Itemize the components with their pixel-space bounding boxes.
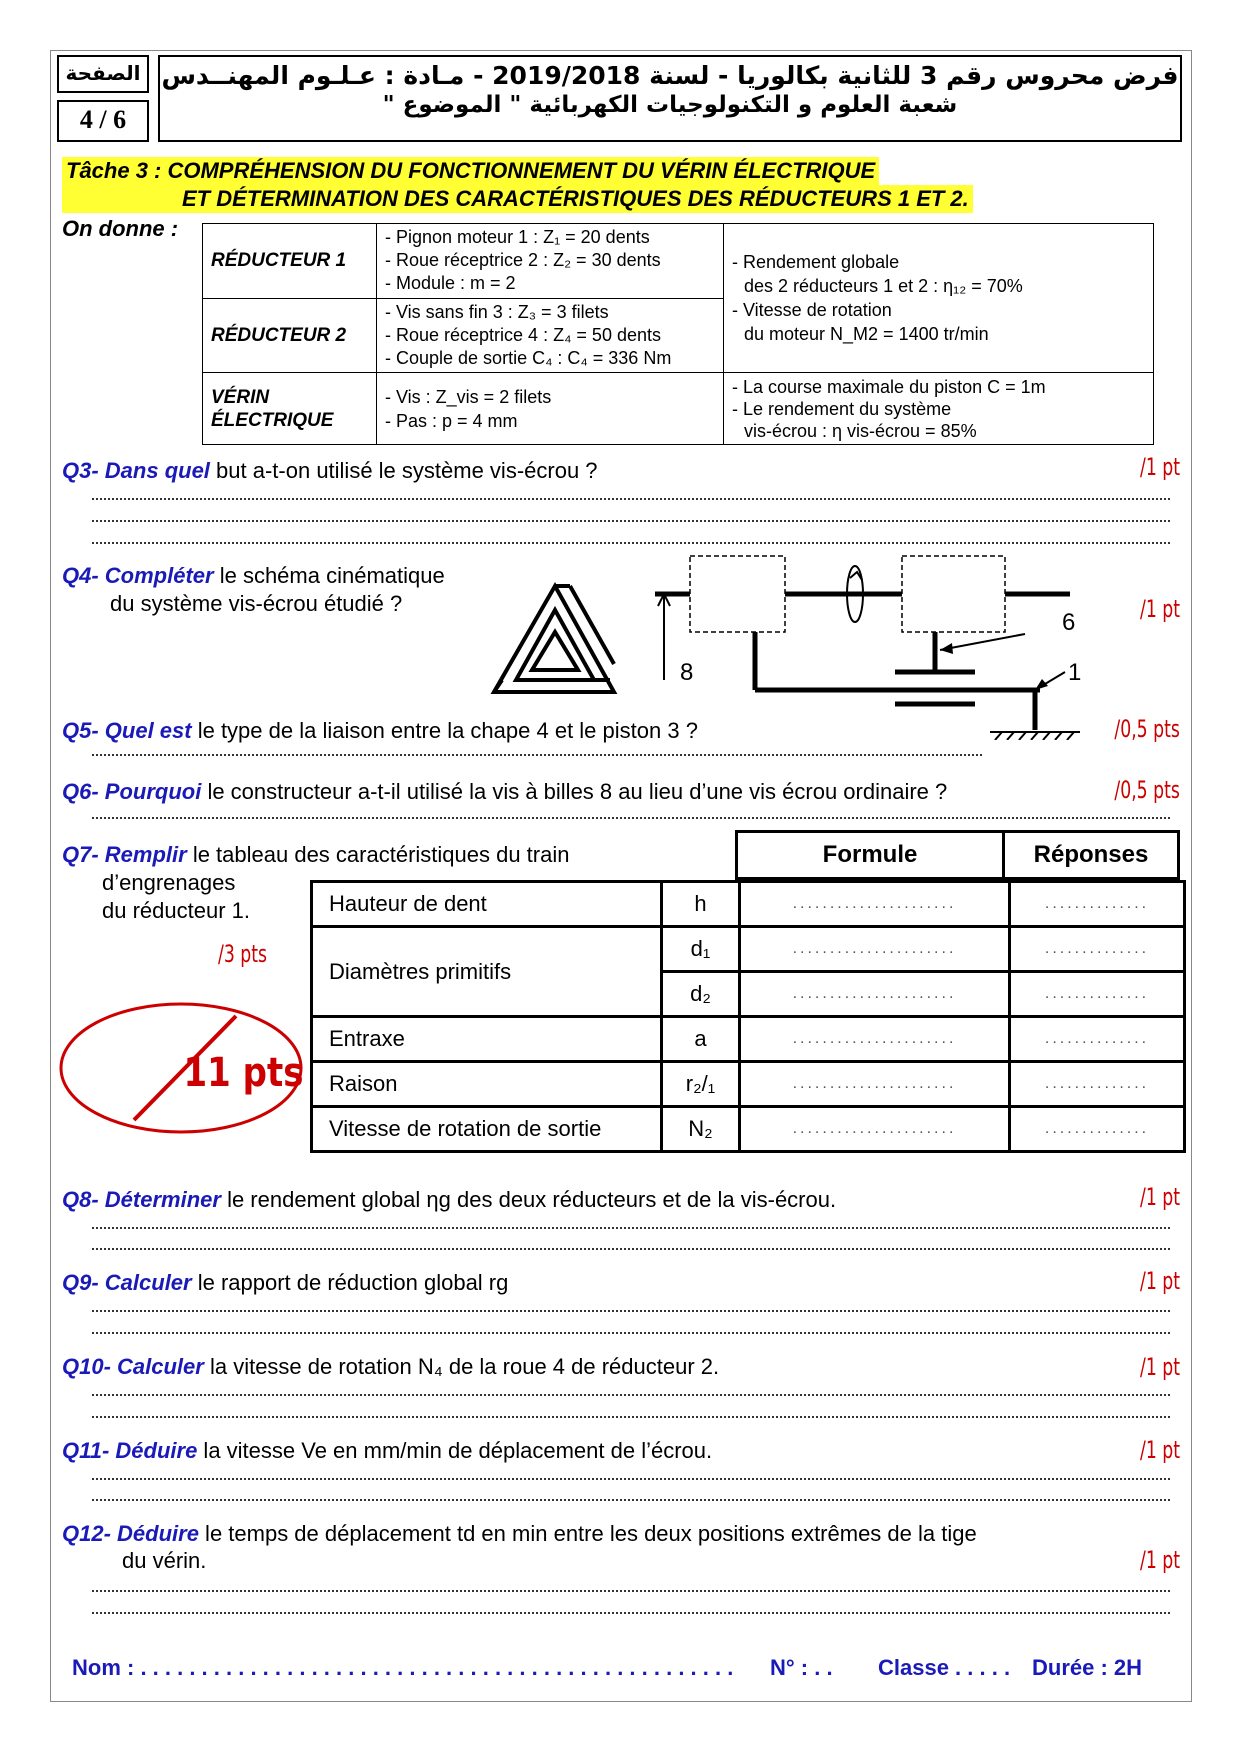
answer-line[interactable] bbox=[92, 1392, 1170, 1396]
row-label: Hauteur de dent bbox=[312, 882, 662, 927]
table-row bbox=[312, 1017, 1185, 1062]
row-label: Raison bbox=[312, 1062, 662, 1107]
row-symbol: r₂/₁ bbox=[662, 1062, 740, 1107]
q9-text: le rapport de réduction global rg bbox=[191, 1270, 509, 1295]
vitesse-label: - Vitesse de rotation bbox=[732, 300, 892, 321]
answer-line[interactable] bbox=[92, 815, 1170, 819]
q9-points: /1 pt bbox=[1139, 1267, 1180, 1295]
exam-subtitle: شعبة العلوم و التكنولوجيات الكهربائية " الموضوع " bbox=[382, 92, 958, 118]
reducteur1-label: RÉDUCTEUR 1 bbox=[203, 224, 377, 299]
dashed-box-left bbox=[690, 556, 785, 632]
reponse-cell[interactable]: .............. bbox=[1010, 1062, 1185, 1107]
footer-classe[interactable]: Classe . . . . . bbox=[878, 1655, 1011, 1680]
formule-cell[interactable]: ...................... bbox=[740, 1107, 1010, 1152]
footer-numero[interactable]: N° : . . bbox=[770, 1655, 833, 1680]
vitesse-value: du moteur N_M2 = 1400 tr/min bbox=[744, 324, 989, 345]
q6-points: /0,5 pts bbox=[1114, 776, 1180, 804]
reponse-cell[interactable]: .............. bbox=[1010, 882, 1185, 927]
answer-line[interactable] bbox=[92, 1414, 1170, 1418]
row-symbol: d₁ bbox=[662, 927, 740, 972]
task-title-line1: Tâche 3 : COMPRÉHENSION DU FONCTIONNEMENT DU VÉRIN ÉLECTRIQUE bbox=[62, 157, 879, 185]
verin-course: - La course maximale du piston C = 1m bbox=[732, 376, 1046, 397]
q8-head: Q8- Déterminer bbox=[62, 1187, 221, 1212]
answer-line[interactable] bbox=[92, 1497, 1170, 1501]
answer-line[interactable] bbox=[92, 1330, 1170, 1334]
q7-points: /3 pts bbox=[218, 940, 268, 968]
reducteur1-values bbox=[377, 224, 724, 299]
reducteur2-values bbox=[377, 298, 724, 373]
row-label: Entraxe bbox=[312, 1017, 662, 1062]
reducteur2-z3: - Vis sans fin 3 : Z₃ = 3 filets bbox=[385, 302, 609, 322]
column-header-formule: Formule bbox=[735, 830, 1005, 880]
question-10 bbox=[62, 1354, 719, 1380]
row-symbol: a bbox=[662, 1017, 740, 1062]
verin-pas: - Pas : p = 4 mm bbox=[385, 410, 518, 431]
q6-text: le constructeur a-t-il utilisé la vis à billes 8 au lieu d’une vis écrou ordinaire ? bbox=[201, 779, 948, 804]
answer-line[interactable] bbox=[92, 1225, 1170, 1229]
reducteur2-label: RÉDUCTEUR 2 bbox=[203, 298, 377, 373]
q12-points: /1 pt bbox=[1139, 1546, 1180, 1574]
reponse-cell[interactable]: .............. bbox=[1010, 1017, 1185, 1062]
label-6: 6 bbox=[1062, 609, 1076, 636]
score-stamp bbox=[56, 998, 306, 1138]
penrose-triangle-icon bbox=[490, 580, 620, 700]
answer-line[interactable] bbox=[92, 752, 982, 756]
page-number: 4 / 6 bbox=[79, 105, 127, 134]
q4-text: le schéma cinématique bbox=[213, 563, 445, 588]
row-symbol: N₂ bbox=[662, 1107, 740, 1152]
q5-points: /0,5 pts bbox=[1114, 715, 1180, 743]
formule-cell[interactable]: ...................... bbox=[740, 927, 1010, 972]
q9-head: Q9- Calculer bbox=[62, 1270, 192, 1295]
question-3 bbox=[62, 458, 598, 484]
q6-head: Q6- Pourquoi bbox=[62, 779, 202, 804]
q11-head: Q11- Déduire bbox=[62, 1438, 198, 1463]
reponse-cell[interactable]: .............. bbox=[1010, 1107, 1185, 1152]
q5-head: Q5- Quel est bbox=[62, 718, 192, 743]
page-number-box-2 bbox=[57, 100, 149, 142]
kinematic-diagram bbox=[650, 550, 1090, 740]
q12-head: Q12- Déduire bbox=[62, 1521, 199, 1546]
table-row bbox=[312, 1062, 1185, 1107]
verin-rendement-label: - Le rendement du système bbox=[732, 398, 952, 419]
reducteur1-z1: - Pignon moteur 1 : Z₁ = 20 dents bbox=[385, 227, 650, 248]
formule-cell[interactable]: ...................... bbox=[740, 972, 1010, 1017]
formule-cell[interactable]: ...................... bbox=[740, 1062, 1010, 1107]
table-row bbox=[312, 927, 1185, 972]
answer-line[interactable] bbox=[92, 1610, 1170, 1614]
reducteur2-couple: - Couple de sortie C₄ : C₄ = 336 Nm bbox=[385, 348, 672, 368]
question-4-line2: du système vis-écrou étudié ? bbox=[110, 591, 403, 616]
global-values bbox=[724, 224, 1154, 373]
exam-title: فرض محروس رقم 3 للثانية بكالوريا - لسنة 2019/2018 - مـادة : عـلـوم المهنــدس bbox=[161, 61, 1179, 90]
answer-line[interactable] bbox=[92, 496, 1170, 500]
question-12-line2: du vérin. bbox=[122, 1548, 207, 1573]
page-label: الصفحة bbox=[65, 61, 141, 85]
page-number-box bbox=[57, 55, 149, 93]
question-7-line2: d’engrenages bbox=[102, 870, 236, 895]
gear-characteristics-table bbox=[310, 880, 1186, 1153]
row-label: Vitesse de rotation de sortie bbox=[312, 1107, 662, 1152]
question-11 bbox=[62, 1438, 712, 1464]
answer-line[interactable] bbox=[92, 1476, 1170, 1480]
verin-label bbox=[203, 373, 377, 445]
q8-text: le rendement global ηg des deux réducteurs et de la vis-écrou. bbox=[220, 1187, 837, 1212]
q10-head: Q10- Calculer bbox=[62, 1354, 204, 1379]
answer-line[interactable] bbox=[92, 1308, 1170, 1312]
q11-text: la vitesse Ve en mm/min de déplacement de l’écrou. bbox=[197, 1438, 713, 1463]
q7-head: Q7- Remplir bbox=[62, 842, 187, 867]
rendement-label: - Rendement globale bbox=[732, 252, 900, 273]
verin-label-2: ÉLECTRIQUE bbox=[211, 409, 334, 431]
verin-rendement-value: vis-écrou : η vis-écrou = 85% bbox=[744, 420, 977, 441]
task-title-line2: ET DÉTERMINATION DES CARACTÉRISTIQUES DES RÉDUCTEURS 1 ET 2. bbox=[62, 185, 973, 213]
given-intro: On donne : bbox=[62, 216, 179, 241]
q4-head: Q4- Compléter bbox=[62, 563, 214, 588]
reponse-cell[interactable]: .............. bbox=[1010, 927, 1185, 972]
footer-duree: Durée : 2H bbox=[1032, 1655, 1143, 1680]
answer-line[interactable] bbox=[92, 1588, 1170, 1592]
formule-cell[interactable]: ...................... bbox=[740, 1017, 1010, 1062]
table-row bbox=[312, 882, 1185, 927]
table-row bbox=[312, 1107, 1185, 1152]
reducteur1-z2: - Roue réceptrice 2 : Z₂ = 30 dents bbox=[385, 250, 661, 271]
q12-text: le temps de déplacement td en min entre les deux positions extrêmes de la tige bbox=[198, 1521, 977, 1546]
q10-text: la vitesse de rotation N₄ de la roue 4 de réducteur 2. bbox=[203, 1354, 720, 1379]
q5-text: le type de la liaison entre la chape 4 et le piston 3 ? bbox=[191, 718, 698, 743]
verin-label-1: VÉRIN bbox=[211, 386, 270, 408]
q3-text: but a-t-on utilisé le système vis-écrou ? bbox=[209, 458, 598, 483]
reponse-cell[interactable]: .............. bbox=[1010, 972, 1185, 1017]
reducteur2-z4: - Roue réceptrice 4 : Z₄ = 50 dents bbox=[385, 325, 661, 345]
footer-nom[interactable]: Nom : . . . . . . . . . . . . . . . . . . . . . . . . . . . . . . . . . . . . . . . . . . . . . . . . . bbox=[72, 1655, 734, 1680]
given-data-table bbox=[202, 223, 1154, 445]
q3-head: Q3- Dans quel bbox=[62, 458, 210, 483]
label-8: 8 bbox=[680, 659, 694, 686]
question-12 bbox=[62, 1521, 977, 1547]
row-symbol: h bbox=[662, 882, 740, 927]
answer-line[interactable] bbox=[92, 518, 1170, 522]
row-symbol: d₂ bbox=[662, 972, 740, 1017]
answer-line[interactable] bbox=[92, 540, 1170, 544]
question-7 bbox=[62, 842, 569, 868]
dashed-box-right bbox=[902, 556, 1005, 632]
q7-text: le tableau des caractéristiques du train bbox=[186, 842, 570, 867]
verin-right-values bbox=[724, 373, 1154, 445]
rendement-value: des 2 réducteurs 1 et 2 : η₁₂ = 70% bbox=[744, 276, 1023, 297]
question-8 bbox=[62, 1187, 836, 1213]
column-header-reponses: Réponses bbox=[1002, 830, 1180, 880]
reducteur1-module: - Module : m = 2 bbox=[385, 273, 516, 294]
q11-points: /1 pt bbox=[1139, 1436, 1180, 1464]
answer-line[interactable] bbox=[92, 1246, 1170, 1250]
verin-zvis: - Vis : Z_vis = 2 filets bbox=[385, 386, 552, 407]
question-9 bbox=[62, 1270, 508, 1296]
question-7-line3: du réducteur 1. bbox=[102, 898, 250, 923]
question-4 bbox=[62, 563, 445, 589]
q3-points: /1 pt bbox=[1139, 453, 1180, 481]
title-box bbox=[158, 55, 1182, 142]
stamp-text: 11 pts bbox=[183, 1049, 304, 1096]
q8-points: /1 pt bbox=[1139, 1183, 1180, 1211]
row-label: Diamètres primitifs bbox=[312, 927, 662, 1017]
q10-points: /1 pt bbox=[1139, 1353, 1180, 1381]
verin-values bbox=[377, 373, 724, 445]
formule-cell[interactable]: ...................... bbox=[740, 882, 1010, 927]
q4-points: /1 pt bbox=[1139, 595, 1180, 623]
label-1: 1 bbox=[1068, 659, 1082, 686]
question-6 bbox=[62, 779, 947, 805]
question-5 bbox=[62, 718, 698, 744]
